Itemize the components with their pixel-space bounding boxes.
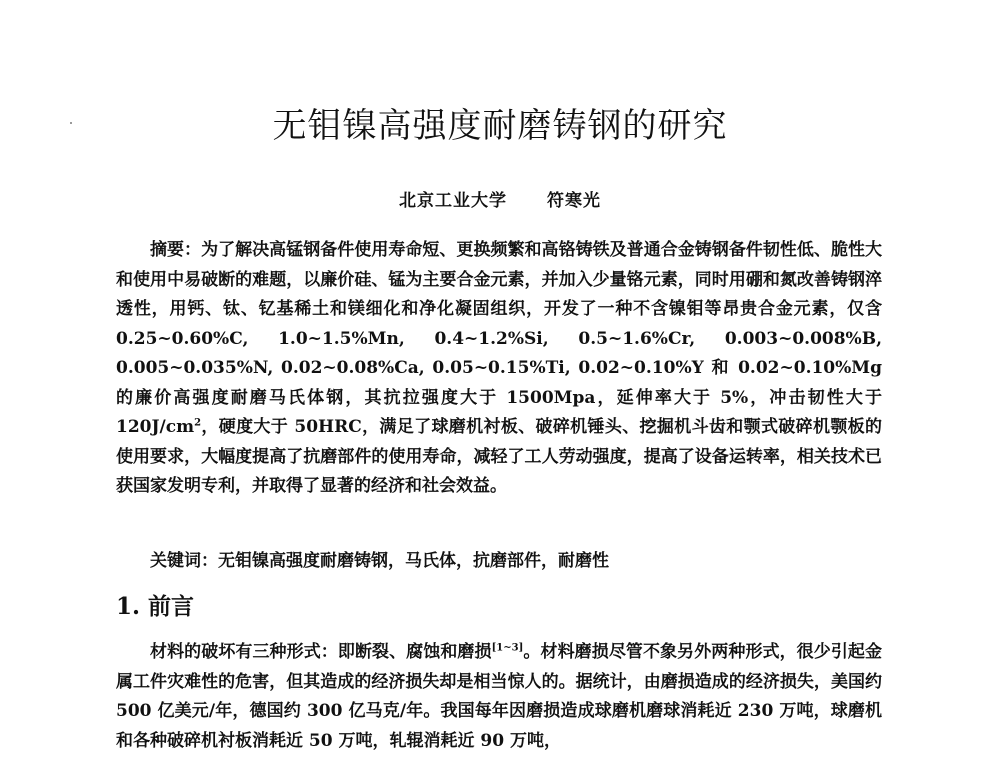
abstract-text-1: 为了解决高锰钢备件使用寿命短、更换频繁和高铬铸铁及普通合金铸钢备件韧性低、脆性大和使用中易破断的难题，以廉价硅、锰为主要合金元素，并加入少量铬元素，同时用硼和氮改善铸钢淬透性，用钙、钛、钇基稀土和镁细化和净化凝固组织，开发了一种不含镍钼等昂贵合金元素，仅含 0.25~0.60%C, 1.0~1.5%Mn, 0.4~1.2%Si, 0.5~1.6%Cr, 0.003~0.008%B, 0.005~0.035%N, 0.02~0.08%Ca, 0.05~0.15%Ti, 0.02~0.10%Y 和 0.02~0.10%Mg 的廉价高强度耐磨马氏体钢，其抗拉强度大于 1500Mpa，延伸率大于 5%，冲击韧性大于 120J/cm [116,240,883,437]
intro-text-1: 材料的破坏有三种形式：即断裂、腐蚀和磨损 [150,642,492,662]
author-line [0,186,1000,211]
intro-text-2: 。材料磨损尽管不象另外两种形式，很少引起金属工件灾难性的危害，但其造成的经济损失却是相当惊人的。据统计，由磨损造成的经济损失，美国约 500 亿美元/年，德国约 300 亿马克/年。我国每年因磨损造成球磨机磨球消耗近 230 万吨，球磨机和各种破碎机衬板消耗近 50 万吨，轧辊消耗近 90 万吨， [116,642,882,751]
abstract-paragraph [116,236,882,502]
intro-paragraph [116,638,882,756]
author-name: 符寒光 [547,191,601,211]
abstract-superscript: 2 [194,417,202,429]
intro-text [116,638,882,756]
abstract [116,236,882,502]
intro-citation: [1~3] [491,642,524,654]
paper-title: 无钼镍高强度耐磨铸钢的研究 [272,106,728,146]
keywords-label: 关键词： [150,551,218,571]
keywords [150,546,609,571]
abstract-label: 摘要： [150,240,202,260]
section-heading: 1. 前言 [116,593,195,620]
institution: 北京工业大学 [399,191,507,211]
abstract-text-2: ，硬度大于 50HRC，满足了球磨机衬板、破碎机锤头、挖掘机斗齿和颚式破碎机颚板的使用要求，大幅度提高了抗磨部件的使用寿命，减轻了工人劳动强度，提高了设备运转率，相关技术已获国家发明专利，并取得了显著的经济和社会效益。 [116,417,882,496]
keywords-text: 无钼镍高强度耐磨铸钢，马氏体，抗磨部件，耐磨性 [218,551,609,571]
